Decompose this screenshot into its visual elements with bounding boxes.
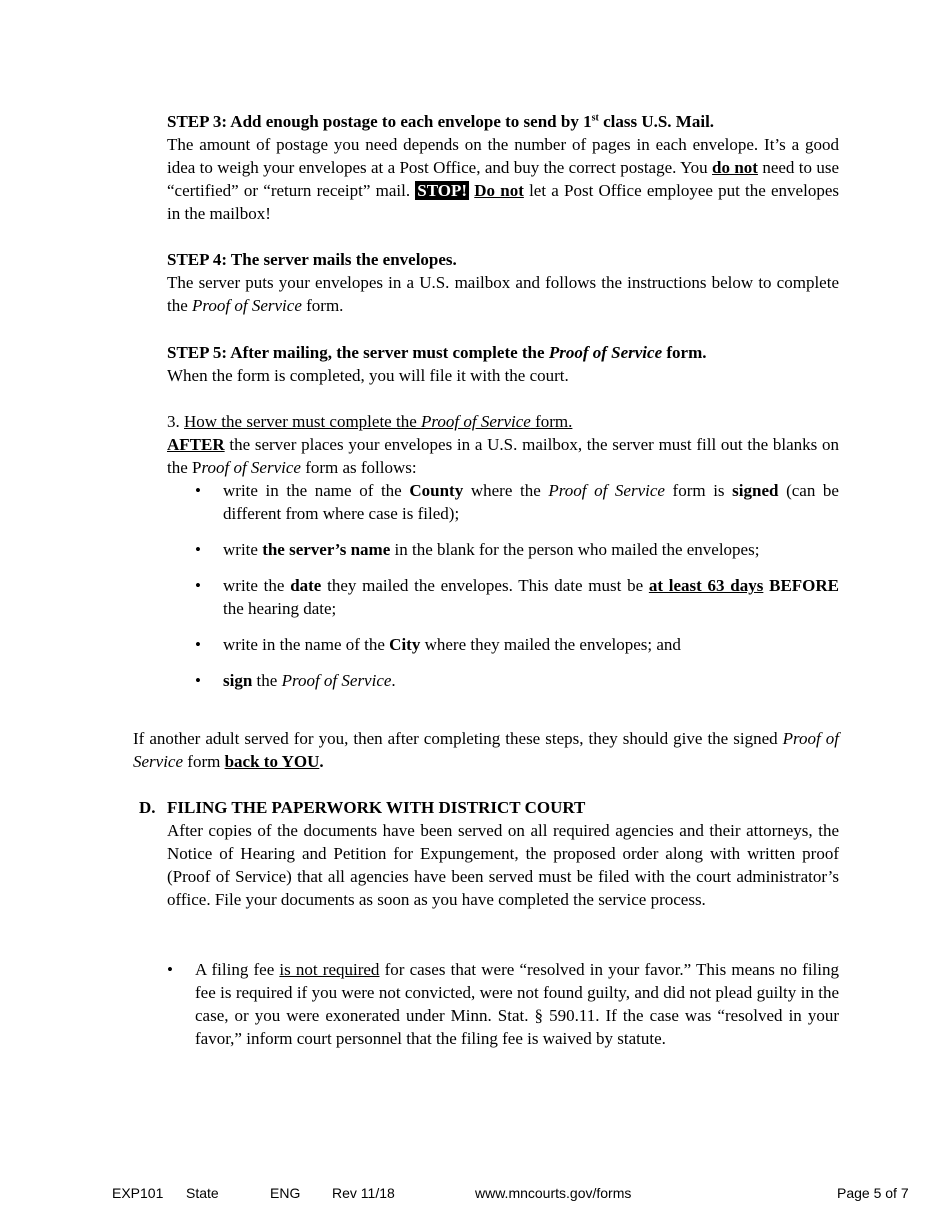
step5-section xyxy=(167,341,839,387)
step4-text: The server puts your envelopes in a U.S. mailbox and follows the instructions below to complete the Proof of Service form. xyxy=(167,273,839,315)
footer-page-number: Page 5 of 7 xyxy=(837,1185,909,1201)
another-adult-text: If another adult served for you, then after completing these steps, they should give the signed Proof of Service form back to YOU. xyxy=(133,729,839,771)
sectionD-bullet xyxy=(167,958,839,1050)
list-item: • write the server’s name in the blank for the person who mailed the envelopes; xyxy=(167,538,839,561)
another-adult-paragraph xyxy=(133,727,839,773)
footer-form-id: EXP101 xyxy=(112,1185,164,1201)
section3-intro: AFTER the server places your envelopes in a U.S. mailbox, the server must fill out the blanks on the Proof of Service form as follows: xyxy=(167,435,839,477)
sectionD-letter: D. xyxy=(139,798,156,817)
step4-heading: STEP 4: The server mails the envelopes. xyxy=(167,250,457,269)
step3-section xyxy=(167,110,839,225)
footer-revision: Rev 11/18 xyxy=(332,1185,395,1201)
step3-heading: STEP 3: Add enough postage to each envelope to send by 1st class U.S. Mail. xyxy=(167,112,715,131)
list-item: • write in the name of the City where they mailed the envelopes; and xyxy=(167,633,839,656)
step3-text: The amount of postage you need depends on the number of pages in each envelope. It’s a good idea to weigh your envelopes at a Post Office, and buy the correct postage. You do not need to use “certified” or “return receipt” mail. STOP! Do not let a Post Office employee put the envelopes in the mailbox! xyxy=(167,135,839,223)
step4-section xyxy=(167,248,839,317)
sectionD xyxy=(167,796,839,911)
step5-text: When the form is completed, you will file it with the court. xyxy=(167,366,569,385)
section3 xyxy=(167,410,839,705)
stop-badge: STOP! xyxy=(417,181,468,200)
list-item: • write in the name of the County where the Proof of Service form is signed (can be different from where case is filed); xyxy=(167,479,839,525)
filing-fee-text: A filing fee is not required for cases that were “resolved in your favor.” This means no filing fee is required if you were not convicted, were not found guilty, and did not plead guilty in the case, or you were exonerated under Minn. Stat. § 590.11. If the case was “resolved in your favor,” inform court personnel that the filing fee is waived by statute. xyxy=(195,960,839,1048)
step5-heading: STEP 5: After mailing, the server must complete the Proof of Service form. xyxy=(167,343,707,362)
list-item: • sign the Proof of Service. xyxy=(167,669,839,692)
list-item: • write the date they mailed the envelopes. This date must be at least 63 days BEFORE the hearing date; xyxy=(167,574,839,620)
sectionD-heading: FILING THE PAPERWORK WITH DISTRICT COURT xyxy=(167,798,586,817)
footer-url[interactable]: www.mncourts.gov/forms xyxy=(475,1185,632,1201)
bullet-marker: • xyxy=(167,960,173,979)
section3-title: 3. How the server must complete the Proof of Service form. xyxy=(167,412,573,431)
footer-language: ENG xyxy=(270,1185,301,1201)
sectionD-text: After copies of the documents have been served on all required agencies and their attorneys, the Notice of Hearing and Petition for Expungement, the proposed order along with written proof (Proof of Service) that all agencies have been served must be filed with the court administrator’s office. File your documents as soon as you have completed the service process. xyxy=(167,821,839,909)
footer-state: State xyxy=(186,1185,219,1201)
section3-bullets xyxy=(167,479,839,692)
